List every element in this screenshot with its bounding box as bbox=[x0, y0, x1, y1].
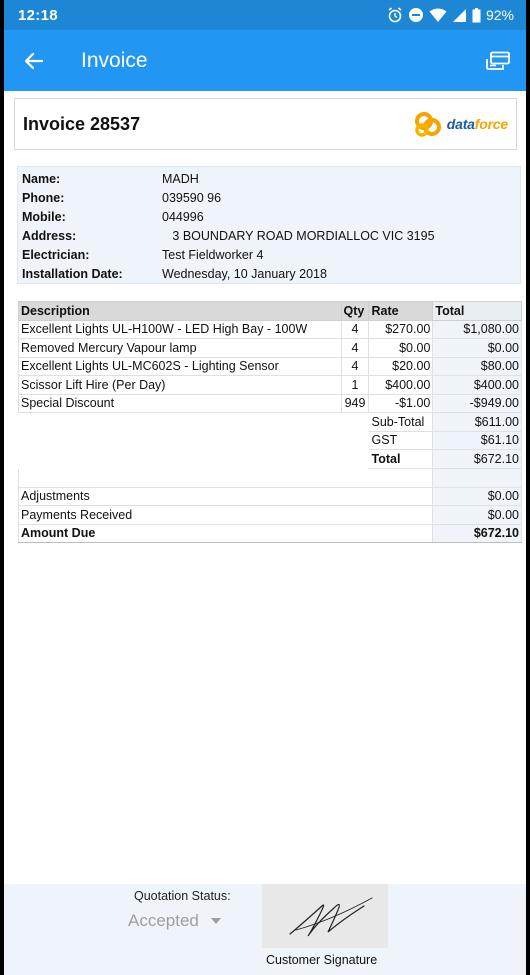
signature-label: Customer Signature bbox=[266, 953, 378, 967]
table-row bbox=[19, 320, 522, 339]
cell-qty: 4 bbox=[341, 357, 369, 376]
cell-qty: 4 bbox=[341, 320, 369, 339]
battery-icon bbox=[472, 8, 481, 23]
cell-description: Excellent Lights UL-MC602S - Lighting Sensor bbox=[19, 357, 342, 376]
subtotal-value: $611.00 bbox=[433, 413, 522, 432]
cell-total: -$949.00 bbox=[433, 394, 522, 413]
info-value: MADH bbox=[162, 171, 199, 186]
spacer bbox=[19, 413, 369, 432]
invoice-header bbox=[14, 98, 517, 150]
logo-wordmark bbox=[447, 116, 508, 132]
total-row bbox=[19, 450, 522, 469]
customer-info bbox=[17, 166, 521, 284]
quotation-status-label: Quotation Status: bbox=[134, 889, 231, 903]
adjustments-label: Adjustments bbox=[19, 487, 433, 506]
invoice-title: Invoice 28537 bbox=[23, 113, 141, 134]
subtotal-label: Sub-Total bbox=[369, 413, 433, 432]
logo-text-force: force bbox=[474, 116, 508, 132]
info-label: Phone: bbox=[22, 190, 65, 205]
cell-total: $400.00 bbox=[433, 376, 522, 395]
header-qty: Qty bbox=[341, 302, 369, 321]
blank-cell bbox=[19, 468, 433, 487]
quotation-status-value: Accepted bbox=[128, 911, 199, 930]
cell-rate: $20.00 bbox=[369, 357, 433, 376]
back-button[interactable] bbox=[4, 30, 64, 91]
amount-due-value: $672.10 bbox=[433, 524, 522, 543]
info-value: Test Fieldworker 4 bbox=[162, 247, 264, 262]
info-row-name bbox=[22, 169, 516, 188]
header-total: Total bbox=[433, 302, 522, 321]
payments-label: Payments Received bbox=[19, 506, 433, 525]
info-label: Name: bbox=[22, 171, 61, 186]
invoice-screen bbox=[4, 0, 526, 975]
cell-total: $1,080.00 bbox=[433, 320, 522, 339]
cell-description: Scissor Lift Hire (Per Day) bbox=[19, 376, 342, 395]
signal-icon bbox=[452, 8, 467, 23]
info-row-mobile bbox=[22, 207, 516, 226]
cell-qty: 949 bbox=[341, 394, 369, 413]
gst-value: $61.10 bbox=[433, 431, 522, 450]
info-row-phone bbox=[22, 188, 516, 207]
signature-drawing bbox=[262, 884, 388, 948]
page-title: Invoice bbox=[81, 48, 148, 72]
header-description: Description bbox=[19, 302, 342, 321]
info-label: Mobile: bbox=[22, 209, 66, 224]
do-not-disturb-icon bbox=[408, 7, 424, 23]
spacer bbox=[19, 450, 369, 469]
cell-qty: 1 bbox=[341, 376, 369, 395]
adjustments-value: $0.00 bbox=[433, 487, 522, 506]
wifi-icon bbox=[429, 8, 447, 23]
info-row-installation-date bbox=[22, 264, 516, 283]
cell-rate: $270.00 bbox=[369, 320, 433, 339]
payments-row bbox=[19, 506, 522, 525]
alarm-icon bbox=[387, 7, 403, 23]
cell-description: Special Discount bbox=[19, 394, 342, 413]
table-row bbox=[19, 376, 522, 395]
gst-row bbox=[19, 431, 522, 450]
info-label: Installation Date: bbox=[22, 266, 123, 281]
info-value: 039590 96 bbox=[162, 190, 222, 205]
cell-description: Excellent Lights UL-H100W - LED High Bay - 100W bbox=[19, 320, 342, 339]
status-time: 12:18 bbox=[18, 6, 58, 24]
cell-total: $80.00 bbox=[433, 357, 522, 376]
invoice-table bbox=[18, 301, 522, 543]
info-value: 044996 bbox=[162, 209, 204, 224]
table-row bbox=[19, 339, 522, 358]
quotation-status-select[interactable] bbox=[124, 908, 242, 934]
cell-rate: -$1.00 bbox=[369, 394, 433, 413]
table-header-row bbox=[19, 302, 522, 321]
gst-label: GST bbox=[369, 431, 433, 450]
info-label: Address: bbox=[22, 228, 77, 243]
blank-cell bbox=[433, 468, 522, 487]
logo-mark-icon bbox=[413, 109, 445, 139]
spacer bbox=[19, 431, 369, 450]
dataforce-logo bbox=[413, 109, 508, 139]
info-row-electrician bbox=[22, 245, 516, 264]
info-row-address bbox=[22, 226, 516, 245]
adjustments-row bbox=[19, 487, 522, 506]
payments-value: $0.00 bbox=[433, 506, 522, 525]
header-rate: Rate bbox=[369, 302, 433, 321]
subtotal-row bbox=[19, 413, 522, 432]
total-label: Total bbox=[369, 450, 433, 469]
total-value: $672.10 bbox=[433, 450, 522, 469]
cell-rate: $0.00 bbox=[369, 339, 433, 358]
arrow-left-icon bbox=[24, 51, 44, 71]
amount-due-label: Amount Due bbox=[19, 524, 433, 543]
table-row bbox=[19, 357, 522, 376]
info-value: Wednesday, 10 January 2018 bbox=[162, 266, 327, 281]
cell-qty: 4 bbox=[341, 339, 369, 358]
status-icons bbox=[387, 7, 514, 23]
footer-bar bbox=[4, 884, 526, 975]
cell-total: $0.00 bbox=[433, 339, 522, 358]
app-bar bbox=[4, 30, 526, 91]
dropdown-caret-icon bbox=[211, 918, 221, 924]
payment-button[interactable] bbox=[470, 30, 526, 91]
credit-card-icon bbox=[485, 51, 511, 71]
cell-rate: $400.00 bbox=[369, 376, 433, 395]
table-row bbox=[19, 394, 522, 413]
info-label: Electrician: bbox=[22, 247, 90, 262]
logo-text-data: data bbox=[446, 116, 475, 132]
amount-due-row bbox=[19, 524, 522, 543]
status-bar bbox=[4, 0, 526, 30]
signature-pad[interactable] bbox=[262, 884, 388, 948]
info-value: 3 BOUNDARY ROAD MORDIALLOC VIC 3195 bbox=[162, 228, 435, 243]
cell-description: Removed Mercury Vapour lamp bbox=[19, 339, 342, 358]
blank-row bbox=[19, 468, 522, 487]
battery-percent: 92% bbox=[485, 7, 514, 23]
